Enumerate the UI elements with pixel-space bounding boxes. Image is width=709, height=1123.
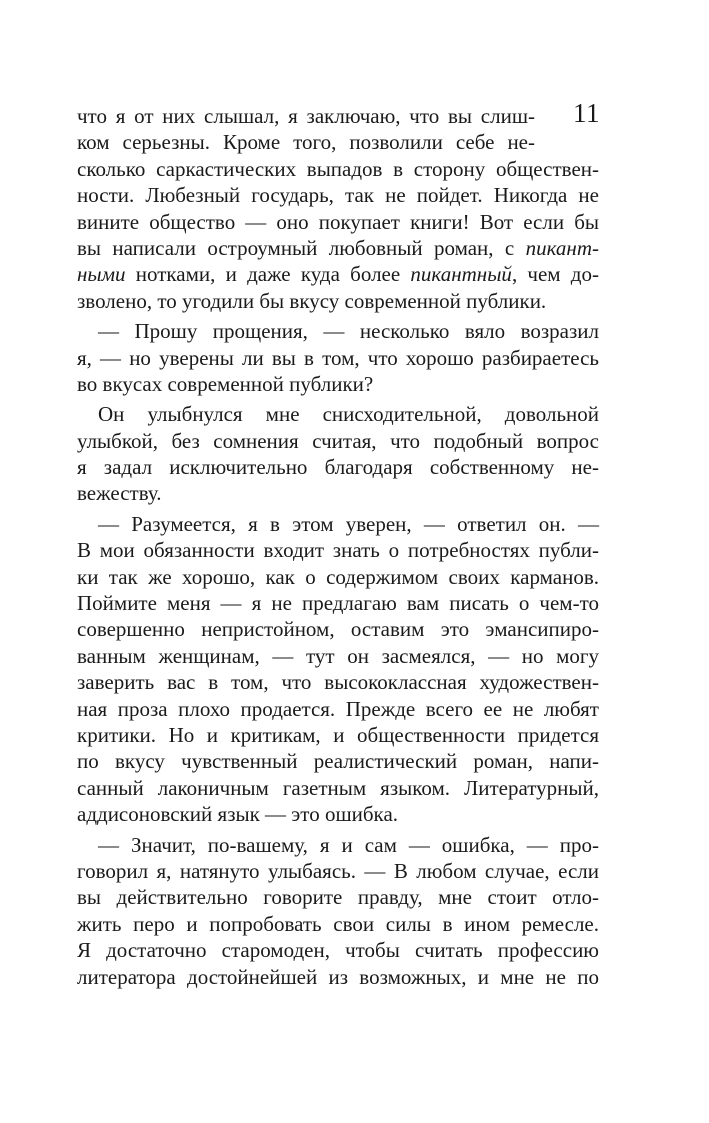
- text-line: ванным женщинам, — тут он засмеялся, — но могу: [77, 643, 599, 668]
- text-line: совершенно непристойном, оставим это эмансипиро-: [77, 617, 599, 642]
- text-line: что я от них слышал, я заключаю, что вы слиш-: [77, 104, 535, 128]
- text-line: — Значит, по-вашему, я и сам — ошибка, — про-: [98, 832, 599, 857]
- text-line: жить перо и попробовать свои силы в ином ремесле.: [77, 911, 599, 936]
- text-line: вините общество — оно покупает книги! Вот если бы: [77, 209, 599, 234]
- text-run: , чем до-: [511, 262, 599, 287]
- text-line: зволено, то угодили бы вкусу современной публики.: [77, 288, 547, 313]
- text-line: я задал исключительно благодаря собственному не-: [77, 455, 599, 480]
- text-line: — Прошу прощения, — несколько вяло возразил: [98, 319, 599, 344]
- italic-text: пикантный: [410, 262, 512, 287]
- text-line: ки так же хорошо, как о содержимом своих карманов.: [77, 564, 599, 589]
- text-line: ности. Любезный государь, так не пойдет. Никогда не: [77, 183, 599, 208]
- text-line: В мои обязанности входит знать о потребностях публи-: [77, 538, 599, 563]
- text-line: Поймите меня — я не предлагаю вам писать о чем-то: [77, 591, 599, 616]
- text-line: во вкусах современной публики?: [77, 371, 374, 396]
- text-line: — Разумеется, я в этом уверен, — ответил он. —: [98, 511, 599, 536]
- text-line: Он улыбнулся мне снисходительной, довольной: [98, 402, 599, 427]
- text-run: вы написали остроумный любовный роман, с: [77, 235, 526, 260]
- text-line: заверить вас в том, что высококлассная художествен-: [77, 670, 599, 695]
- text-line: санный лаконичным газетным языком. Литературный,: [77, 775, 599, 800]
- text-run: нотками, и даже куда более: [125, 262, 411, 287]
- text-line: ная проза плохо продается. Прежде всего ее не любят: [77, 696, 599, 721]
- text-line: улыбкой, без сомнения считая, что подобный вопрос: [77, 428, 599, 453]
- italic-text: ными: [77, 262, 126, 287]
- text-line: говорил я, натянуто улыбаясь. — В любом случае, если: [77, 858, 599, 883]
- text-line: вы действительно говорите правду, мне стоит отло-: [77, 885, 599, 910]
- text-line: ком серьезны. Кроме того, позволили себе не-: [77, 130, 535, 155]
- text-line: аддисоновский язык — это ошибка.: [77, 802, 399, 827]
- text-line: я, — но уверены ли вы в том, что хорошо разбираетесь: [77, 345, 599, 370]
- page-number: 11: [573, 98, 600, 128]
- text-line: [77, 261, 599, 287]
- italic-text: пикант-: [525, 235, 599, 260]
- text-line: сколько саркастических выпадов в сторону обществен-: [77, 156, 599, 181]
- text-line: [77, 235, 599, 261]
- text-line: Я достаточно старомоден, чтобы считать профессию: [77, 938, 599, 963]
- text-line: критики. Но и критикам, и общественности придется: [77, 722, 599, 747]
- text-line: по вкусу чувственный реалистический роман, напи-: [77, 749, 599, 774]
- text-line: литератора достойнейшей из возможных, и мне не по: [77, 964, 599, 989]
- text-line: вежеству.: [77, 481, 162, 506]
- body-text: [77, 103, 599, 990]
